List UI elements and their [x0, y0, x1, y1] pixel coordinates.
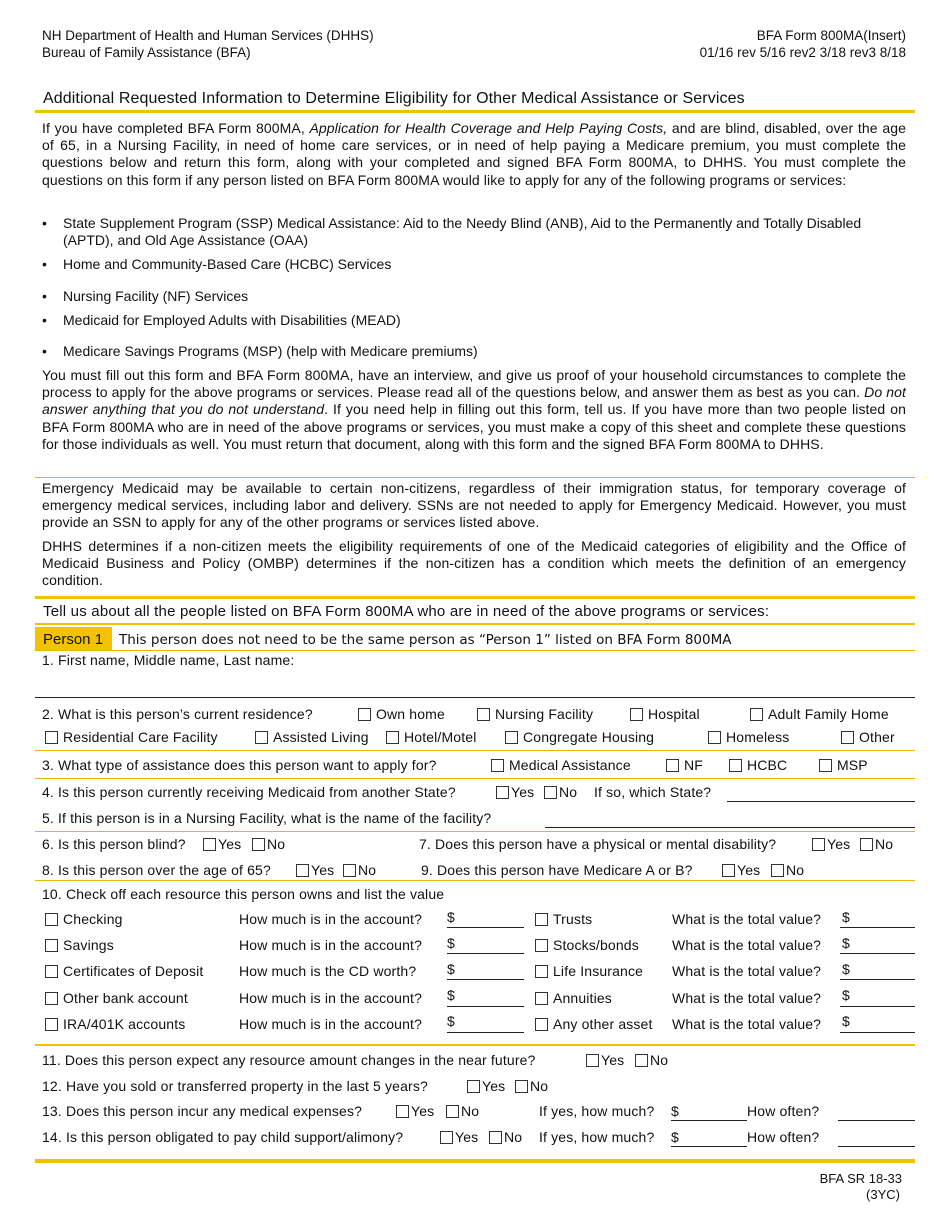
checkbox[interactable] [467, 1080, 480, 1093]
footer-code: BFA SR 18-33 [819, 1171, 902, 1186]
assistance-msp[interactable]: MSP [819, 757, 868, 774]
resource-annuities[interactable]: Annuities [535, 990, 612, 1007]
resource-cd[interactable]: Certificates of Deposit [45, 963, 203, 980]
amount-input-line[interactable] [447, 979, 524, 980]
checkbox[interactable] [535, 965, 548, 978]
person-note: This person does not need to be the same person as “Person 1” listed on BFA Form 800MA [119, 632, 732, 648]
residence-residential-care[interactable]: Residential Care Facility [45, 729, 218, 746]
support-frequency-line[interactable] [838, 1146, 915, 1147]
currency-symbol: $ [842, 1013, 850, 1029]
q1-label: 1. First name, Middle name, Last name: [42, 652, 295, 668]
resource-other-bank[interactable]: Other bank account [45, 990, 188, 1007]
checkbox[interactable] [635, 1054, 648, 1067]
checkbox[interactable] [586, 1054, 599, 1067]
checkbox[interactable] [750, 708, 763, 721]
resource-life-insurance[interactable]: Life Insurance [535, 963, 643, 980]
residence-hospital[interactable]: Hospital [630, 706, 700, 723]
currency-symbol: $ [447, 987, 455, 1003]
checkbox[interactable] [841, 731, 854, 744]
q8-yes[interactable]: Yes [296, 862, 334, 879]
checkbox[interactable] [203, 838, 216, 851]
checkbox[interactable] [343, 864, 356, 877]
checkbox[interactable] [729, 759, 742, 772]
checkbox[interactable] [535, 939, 548, 952]
residence-assisted-living[interactable]: Assisted Living [255, 729, 369, 746]
q12-no[interactable]: No [515, 1078, 548, 1095]
program-item: • Medicaid for Employed Adults with Disabilities (MEAD) [42, 312, 401, 328]
checkbox[interactable] [489, 1131, 502, 1144]
checkbox[interactable] [446, 1105, 459, 1118]
checkbox[interactable] [296, 864, 309, 877]
value-input-line[interactable] [840, 953, 915, 954]
checkbox[interactable] [45, 992, 58, 1005]
resource-any-other[interactable]: Any other asset [535, 1016, 653, 1033]
q11-yes[interactable]: Yes [586, 1052, 624, 1069]
state-input-line[interactable] [727, 801, 915, 802]
residence-adult-family-home[interactable]: Adult Family Home [750, 706, 889, 723]
checkbox[interactable] [396, 1105, 409, 1118]
residence-homeless[interactable]: Homeless [708, 729, 789, 746]
bureau-name: Bureau of Family Assistance (BFA) [42, 45, 251, 60]
page-title: Additional Requested Information to Determine Eligibility for Other Medical Assistance or Services [43, 90, 745, 107]
q9-yes[interactable]: Yes [722, 862, 760, 879]
resource-checking[interactable]: Checking [45, 911, 123, 928]
checkbox[interactable] [722, 864, 735, 877]
footer-sub: (3YC) [866, 1187, 900, 1202]
q14-howoften-label: How often? [747, 1129, 820, 1145]
checkbox[interactable] [45, 965, 58, 978]
q12-yes[interactable]: Yes [467, 1078, 505, 1095]
q9-label: 9. Does this person have Medicare A or B? [421, 862, 693, 878]
divider [35, 880, 915, 881]
facility-input-line[interactable] [545, 827, 915, 828]
q7-yes[interactable]: Yes [812, 836, 850, 853]
assistance-medical[interactable]: Medical Assistance [491, 757, 631, 774]
q13-howoften-label: How often? [747, 1103, 820, 1119]
resource-ira[interactable]: IRA/401K accounts [45, 1016, 185, 1033]
currency-symbol: $ [447, 909, 455, 925]
checkbox[interactable] [515, 1080, 528, 1093]
support-amount-line[interactable] [671, 1146, 747, 1147]
resource-question: What is the total value? [672, 911, 822, 927]
q4-followup-label: If so, which State? [594, 784, 712, 800]
checkbox[interactable] [252, 838, 265, 851]
resource-question: How much is in the account? [239, 990, 423, 1006]
currency-symbol: $ [447, 1013, 455, 1029]
currency-symbol: $ [842, 909, 850, 925]
checkbox[interactable] [535, 913, 548, 926]
checkbox[interactable] [630, 708, 643, 721]
currency-symbol: $ [842, 987, 850, 1003]
checkbox[interactable] [45, 913, 58, 926]
q10-label: 10. Check off each resource this person owns and list the value [42, 886, 445, 902]
checkbox[interactable] [771, 864, 784, 877]
people-heading: Tell us about all the people listed on BFA Form 800MA who are in need of the above programs or services: [43, 603, 770, 620]
resource-question: What is the total value? [672, 937, 822, 953]
q7-no[interactable]: No [860, 836, 893, 853]
checkbox[interactable] [812, 838, 825, 851]
q6-no[interactable]: No [252, 836, 285, 853]
amount-input-line[interactable] [447, 1006, 524, 1007]
resource-question: What is the total value? [672, 963, 822, 979]
resource-question: How much is in the account? [239, 937, 423, 953]
currency-symbol: $ [447, 961, 455, 977]
checkbox[interactable] [440, 1131, 453, 1144]
checkbox[interactable] [819, 759, 832, 772]
resource-stocks[interactable]: Stocks/bonds [535, 937, 639, 954]
residence-congregate-housing[interactable]: Congregate Housing [505, 729, 654, 746]
residence-nursing-facility[interactable]: Nursing Facility [477, 706, 593, 723]
assistance-nf[interactable]: NF [666, 757, 703, 774]
q12-label: 12. Have you sold or transferred property in the last 5 years? [42, 1078, 428, 1094]
program-item: • Home and Community-Based Care (HCBC) Services [42, 256, 392, 272]
checkbox[interactable] [255, 731, 268, 744]
q7-label: 7. Does this person have a physical or mental disability? [419, 836, 777, 852]
residence-own-home[interactable]: Own home [358, 706, 445, 723]
checkbox[interactable] [386, 731, 399, 744]
q13-howmuch-label: If yes, how much? [539, 1103, 655, 1119]
checkbox[interactable] [491, 759, 504, 772]
currency-symbol: $ [447, 935, 455, 951]
medical-frequency-line[interactable] [838, 1120, 915, 1121]
divider [35, 477, 915, 478]
q11-no[interactable]: No [635, 1052, 668, 1069]
checkbox[interactable] [535, 992, 548, 1005]
section-rule [35, 596, 915, 599]
checkbox[interactable] [860, 838, 873, 851]
residence-hotel-motel[interactable]: Hotel/Motel [386, 729, 476, 746]
value-input-line[interactable] [840, 979, 915, 980]
divider [35, 750, 915, 751]
amount-input-line[interactable] [447, 1032, 524, 1033]
checkbox[interactable] [477, 708, 490, 721]
resource-question: How much is in the account? [239, 1016, 423, 1032]
q5-label: 5. If this person is in a Nursing Facility, what is the name of the facility? [42, 810, 492, 826]
form-id: BFA Form 800MA(Insert) [756, 28, 906, 43]
currency-symbol: $ [842, 935, 850, 951]
checkbox[interactable] [505, 731, 518, 744]
assistance-hcbc[interactable]: HCBC [729, 757, 787, 774]
checkbox[interactable] [45, 731, 58, 744]
intro-paragraph: If you have completed BFA Form 800MA, Application for Health Coverage and Help Paying Costs, and are blind, disabled, over the age of 65, in a Nursing Facility, in need of home care services, or in need of help paying a Medicare premium, you must complete the questions below and return this form, along with your completed and signed BFA Form 800MA, to DHHS. You must complete the questions on this form if any person listed on BFA Form 800MA would like to apply for any of the following programs or services: [42, 120, 906, 188]
q4-no[interactable]: No [544, 784, 577, 801]
checkbox[interactable] [496, 786, 509, 799]
value-input-line[interactable] [840, 1032, 915, 1033]
q9-no[interactable]: No [771, 862, 804, 879]
q13-yes[interactable]: Yes [396, 1103, 434, 1120]
medical-amount-line[interactable] [671, 1120, 747, 1121]
emergency-medicaid-paragraph: Emergency Medicaid may be available to certain non-citizens, regardless of their immigration status, for temporary coverage of emergency medical services, including labor and delivery. SSNs are not needed to apply for Emergency Medicaid. However, you must provide an SSN to apply for any of the other programs or services listed above. [42, 480, 906, 531]
section-rule [35, 1044, 915, 1046]
form-revision: 01/16 rev 5/16 rev2 3/18 rev3 8/18 [699, 45, 906, 60]
q8-label: 8. Is this person over the age of 65? [42, 862, 271, 878]
q14-howmuch-label: If yes, how much? [539, 1129, 655, 1145]
q8-no[interactable]: No [343, 862, 376, 879]
q4-label: 4. Is this person currently receiving Medicaid from another State? [42, 784, 456, 800]
resource-question: How much is in the account? [239, 911, 423, 927]
checkbox[interactable] [45, 939, 58, 952]
dept-name: NH Department of Health and Human Services (DHHS) [42, 28, 374, 43]
resource-question: How much is the CD worth? [239, 963, 417, 979]
currency-symbol: $ [671, 1103, 679, 1119]
checkbox[interactable] [666, 759, 679, 772]
divider [35, 650, 915, 651]
currency-symbol: $ [842, 961, 850, 977]
value-input-line[interactable] [840, 1006, 915, 1007]
resource-trusts[interactable]: Trusts [535, 911, 592, 928]
q11-label: 11. Does this person expect any resource amount changes in the near future? [42, 1052, 536, 1068]
amount-input-line[interactable] [447, 953, 524, 954]
resource-savings[interactable]: Savings [45, 937, 114, 954]
name-input-line[interactable] [35, 697, 915, 698]
checkbox[interactable] [535, 1018, 548, 1031]
divider [35, 778, 915, 779]
person-tag: Person 1 [43, 631, 104, 648]
dhhs-note-paragraph: DHHS determines if a non-citizen meets the eligibility requirements of one of the Medicaid categories of eligibility and the Office of Medicaid Business and Policy (OMBP) determines if the non-citizen has a condition which meets the definition of an emergency condition. [42, 538, 906, 589]
checkbox[interactable] [45, 1018, 58, 1031]
resource-question: What is the total value? [672, 990, 822, 1006]
currency-symbol: $ [671, 1129, 679, 1145]
checkbox[interactable] [708, 731, 721, 744]
q14-label: 14. Is this person obligated to pay child support/alimony? [42, 1129, 404, 1145]
instructions-paragraph: You must fill out this form and BFA Form 800MA, have an interview, and give us proof of your household circumstances to complete the process to apply for the above programs or services. Please read all of the questions below, and answer them as best as you can. Do not answer anything that you do not understand. If you need help in filling out this form, tell us. If you have more than two people listed on BFA Form 800MA who are in need of the above programs or services, you must make a copy of this sheet and complete these questions for those individuals as well. You must return that document, along with this form and the signed BFA Form 800MA to DHHS. [42, 367, 906, 452]
q13-no[interactable]: No [446, 1103, 479, 1120]
q4-yes[interactable]: Yes [496, 784, 534, 801]
q14-yes[interactable]: Yes [440, 1129, 478, 1146]
amount-input-line[interactable] [447, 927, 524, 928]
program-item: • Nursing Facility (NF) Services [42, 288, 249, 304]
value-input-line[interactable] [840, 927, 915, 928]
q6-label: 6. Is this person blind? [42, 836, 186, 852]
checkbox[interactable] [544, 786, 557, 799]
q3-label: 3. What type of assistance does this person want to apply for? [42, 757, 437, 773]
q14-no[interactable]: No [489, 1129, 522, 1146]
footer-rule [35, 1159, 915, 1163]
checkbox[interactable] [358, 708, 371, 721]
resource-question: What is the total value? [672, 1016, 822, 1032]
program-item: • Medicare Savings Programs (MSP) (help with Medicare premiums) [42, 343, 478, 359]
section-rule [35, 623, 915, 625]
q6-yes[interactable]: Yes [203, 836, 241, 853]
program-item: • State Supplement Program (SSP) Medical Assistance: Aid to the Needy Blind (ANB), Aid to the Permanently and Totally Disabled (APTD), and Old Age Assistance (OAA) [42, 215, 862, 248]
q13-label: 13. Does this person incur any medical expenses? [42, 1103, 363, 1119]
residence-other[interactable]: Other [841, 729, 895, 746]
title-rule [35, 110, 915, 113]
q2-label: 2. What is this person’s current residence? [42, 706, 313, 722]
divider [35, 831, 915, 832]
